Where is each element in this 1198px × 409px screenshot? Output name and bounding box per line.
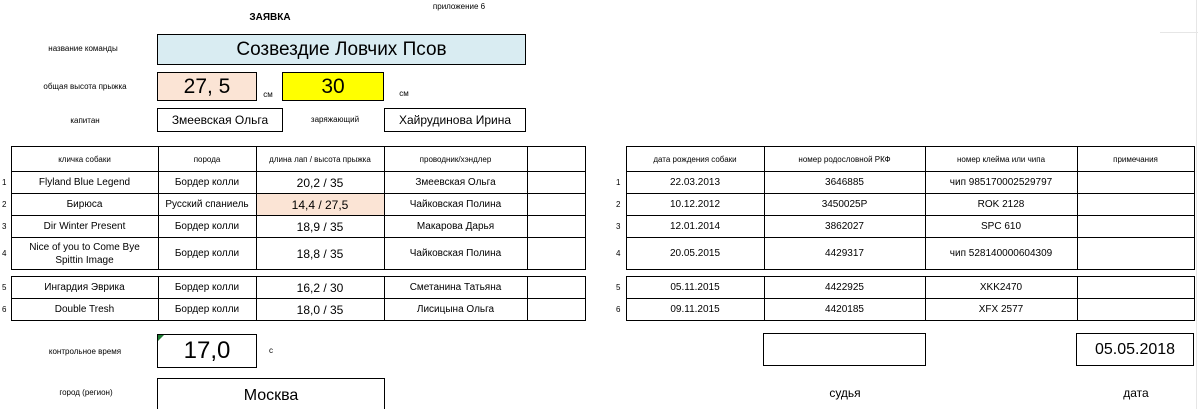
pedigree-cell[interactable]: 3646885: [764, 172, 925, 194]
birth-date-cell[interactable]: 22.03.2013: [626, 172, 764, 194]
breed-cell[interactable]: Бордер колли: [158, 277, 256, 299]
header-dog-name: кличка собаки: [11, 147, 158, 172]
table-row: [0, 216, 585, 238]
extra-cell[interactable]: [527, 194, 585, 216]
notes-cell[interactable]: [1077, 277, 1194, 299]
jump-cell[interactable]: 18,9 / 35: [256, 216, 384, 238]
header-breed: порода: [158, 147, 256, 172]
dog-name-cell[interactable]: Бирюса: [11, 194, 158, 216]
jump-cell[interactable]: 18,0 / 35: [256, 299, 384, 321]
jump-height-label: общая высота прыжка: [43, 82, 127, 91]
row-number: 2: [2, 200, 7, 209]
notes-cell[interactable]: [1077, 299, 1194, 321]
judge-field[interactable]: [763, 333, 926, 366]
jump-height-limit-unit: см: [399, 89, 409, 98]
handler-cell[interactable]: Сметанина Татьяна: [384, 277, 527, 299]
breed-cell[interactable]: Бордер колли: [158, 238, 256, 270]
document-title: ЗАЯВКА: [249, 12, 291, 23]
control-time-label: контрольное время: [48, 347, 122, 356]
header-birth-date: дата рождения собаки: [626, 147, 764, 172]
header-notes: примечания: [1077, 147, 1194, 172]
cell-comment-marker: [158, 335, 164, 341]
header-jump: длина лап / высота прыжка: [256, 147, 384, 172]
table-row: [614, 238, 1194, 270]
row-number: 5: [616, 283, 621, 292]
row-number: 6: [616, 305, 621, 314]
pedigree-cell[interactable]: 3450025P: [764, 194, 925, 216]
team-name-label: название команды: [48, 44, 118, 53]
row-number: 3: [616, 222, 621, 231]
notes-cell[interactable]: [1077, 238, 1194, 270]
breed-cell[interactable]: Бордер колли: [158, 172, 256, 194]
jump-cell[interactable]: 18,8 / 35: [256, 238, 384, 270]
row-number: 2: [616, 200, 621, 209]
notes-cell[interactable]: [1077, 172, 1194, 194]
extra-cell[interactable]: [527, 216, 585, 238]
pedigree-cell[interactable]: 4429317: [764, 238, 925, 270]
handler-cell[interactable]: Чайковская Полина: [384, 194, 527, 216]
extra-cell[interactable]: [527, 238, 585, 270]
header-pedigree: номер родословной РКФ: [764, 147, 925, 172]
extra-cell[interactable]: [527, 299, 585, 321]
city-field[interactable]: Москва: [157, 378, 385, 409]
chip-cell[interactable]: ROK 2128: [925, 194, 1077, 216]
control-time-field[interactable]: 17,0: [157, 334, 257, 368]
breed-cell[interactable]: Бордер колли: [158, 299, 256, 321]
table-row: [614, 216, 1194, 238]
birth-date-cell[interactable]: 09.11.2015: [626, 299, 764, 321]
table-row: [614, 277, 1194, 299]
breed-cell[interactable]: Русский спаниель: [158, 194, 256, 216]
birth-date-cell[interactable]: 05.11.2015: [626, 277, 764, 299]
chip-cell[interactable]: XKK2470: [925, 277, 1077, 299]
table-row: [0, 194, 585, 216]
gridline: [1160, 32, 1198, 33]
chip-cell[interactable]: XFX 2577: [925, 299, 1077, 321]
notes-cell[interactable]: [1077, 194, 1194, 216]
jump-height-unit: см: [263, 90, 273, 99]
row-number: 4: [616, 249, 621, 258]
table-row: [614, 172, 1194, 194]
control-time-unit: с: [269, 346, 273, 355]
date-field[interactable]: 05.05.2018: [1076, 333, 1194, 366]
dog-name-cell[interactable]: Flyland Blue Legend: [11, 172, 158, 194]
team-name-field[interactable]: Созвездие Ловчих Псов: [157, 34, 526, 65]
loader-field[interactable]: Хайрудинова Ирина: [384, 108, 526, 132]
birth-date-cell[interactable]: 20.05.2015: [626, 238, 764, 270]
row-number: 1: [2, 178, 7, 187]
gridline: [1196, 0, 1197, 409]
breed-cell[interactable]: Бордер колли: [158, 216, 256, 238]
table-row: [0, 277, 585, 299]
row-number: 4: [2, 249, 7, 258]
pedigree-cell[interactable]: 3862027: [764, 216, 925, 238]
captain-field[interactable]: Змеевская Ольга: [157, 108, 283, 132]
birth-date-cell[interactable]: 10.12.2012: [626, 194, 764, 216]
jump-cell[interactable]: 16,2 / 30: [256, 277, 384, 299]
row-number: 1: [616, 178, 621, 187]
header-handler: проводник/хэндлер: [384, 147, 527, 172]
extra-cell[interactable]: [527, 172, 585, 194]
row-number: 6: [2, 305, 7, 314]
table-row: [614, 194, 1194, 216]
header-chip: номер клейма или чипа: [925, 147, 1077, 172]
notes-cell[interactable]: [1077, 216, 1194, 238]
dog-name-cell[interactable]: Ингардия Эврика: [11, 277, 158, 299]
dog-name-cell[interactable]: Double Tresh: [11, 299, 158, 321]
jump-cell[interactable]: 20,2 / 35: [256, 172, 384, 194]
dog-documents-table: [614, 146, 1195, 321]
extra-cell[interactable]: [527, 277, 585, 299]
table-row: [0, 299, 585, 321]
handler-cell[interactable]: Макарова Дарья: [384, 216, 527, 238]
table-row: [0, 238, 585, 270]
city-label: город (регион): [59, 388, 113, 397]
row-number: 3: [2, 222, 7, 231]
birth-date-cell[interactable]: 12.01.2014: [626, 216, 764, 238]
jump-cell[interactable]: 14,4 / 27,5: [256, 194, 384, 216]
chip-cell[interactable]: SPC 610: [925, 216, 1077, 238]
pedigree-cell[interactable]: 4420185: [764, 299, 925, 321]
pedigree-cell[interactable]: 4422925: [764, 277, 925, 299]
date-label: дата: [1123, 386, 1149, 400]
row-number: 5: [2, 283, 7, 292]
chip-cell[interactable]: чип 528140000604309: [925, 238, 1077, 270]
jump-height-field[interactable]: 27, 5: [157, 72, 257, 101]
judge-label: судья: [829, 386, 861, 400]
table-row: [614, 299, 1194, 321]
dog-name-cell[interactable]: Nice of you to Come Bye Spittin Image: [11, 238, 158, 270]
handler-cell[interactable]: Чайковская Полина: [384, 238, 527, 270]
chip-cell[interactable]: чип 985170002529797: [925, 172, 1077, 194]
loader-label: заряжающий: [310, 115, 360, 124]
dog-name-cell[interactable]: Dir Winter Present: [11, 216, 158, 238]
handler-cell[interactable]: Змеевская Ольга: [384, 172, 527, 194]
appendix-label: приложение 6: [432, 2, 486, 11]
table-row: [0, 172, 585, 194]
jump-height-limit-field[interactable]: 30: [282, 72, 384, 101]
captain-label: капитан: [70, 116, 100, 125]
dogs-table: [0, 146, 586, 321]
handler-cell[interactable]: Лисицына Ольга: [384, 299, 527, 321]
